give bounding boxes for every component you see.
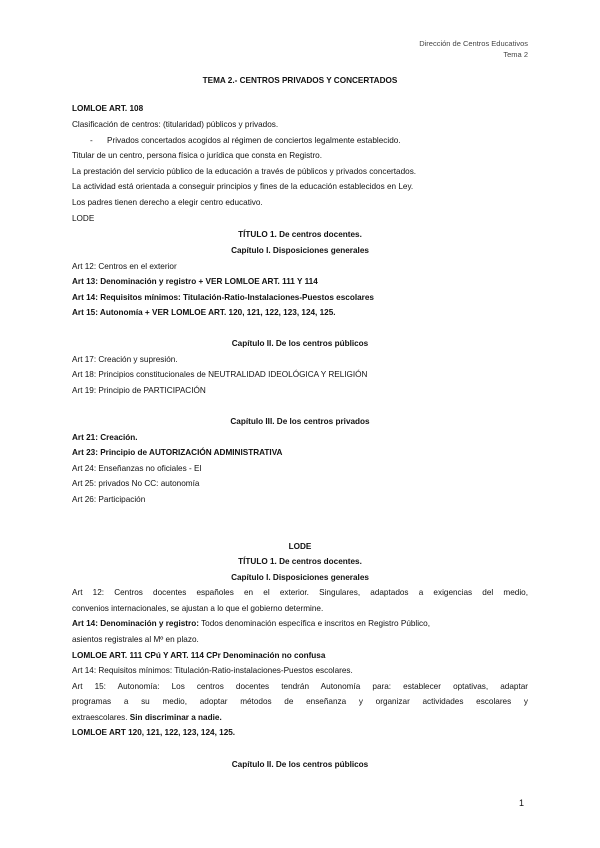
detail-lode-heading: LODE (288, 542, 312, 551)
detail-art13-text: Todos denominación específica e inscritos en Registro Público, (198, 619, 430, 628)
detail-art13-line (72, 618, 528, 629)
summary-article: Art 12: Centros en el exterior (72, 262, 177, 271)
detail-cap1-heading: Capítulo I. Disposiciones generales (231, 573, 369, 582)
detail-art15-text: extraescolares. (72, 713, 128, 722)
summary-article: Art 15: Autonomía + VER LOMLOE ART. 120, 121, 122, 123, 124, 125. (72, 308, 336, 317)
summary-article: Art 24: Enseñanzas no oficiales - EI (72, 464, 202, 473)
detail-titulo: TÍTULO 1. De centros docentes. (238, 557, 362, 566)
summary-article: Art 18: Principios constitucionales de NEUTRALIDAD IDEOLÓGICA Y RELIGIÓN (72, 370, 368, 379)
summary-article: Art 26: Participación (72, 495, 146, 504)
detail-art14: Art 14: Requisitos mínimos: Titulación-Ratio-instalaciones-Puestos escolares. (72, 666, 353, 675)
lomloe-108-bullet-line (72, 135, 546, 146)
page-number: 1 (518, 798, 524, 808)
summary-cap3-heading: Capítulo III. De los centros privados (230, 417, 370, 426)
lomloe-108-heading: LOMLOE ART. 108 (72, 104, 144, 113)
summary-titulo: TÍTULO 1. De centros docentes. (238, 230, 362, 239)
document-title: TEMA 2.- CENTROS PRIVADOS Y CONCERTADOS (202, 76, 398, 85)
summary-article: Art 19: Principio de PARTICIPACIÓN (72, 386, 206, 395)
lode-label: LODE (72, 214, 95, 223)
detail-art12-line: convenios internacionales, se ajustan a lo que el gobierno determine. (72, 604, 324, 613)
detail-art13-label: Art 14: Denominación y registro: (72, 619, 199, 628)
summary-cap1-heading: Capítulo I. Disposiciones generales (231, 246, 369, 255)
detail-art13-line: asientos registrales al Mº en plazo. (72, 635, 199, 644)
summary-article: Art 13: Denominación y registro + VER LOMLOE ART. 111 Y 114 (72, 277, 318, 286)
summary-article: Art 17: Creación y supresión. (72, 355, 178, 364)
detail-art15-bold: Sin discriminar a nadie. (127, 713, 222, 722)
lomloe-108-line: La actividad está orientada a conseguir principios y fines de la educación establecidos en Ley. (72, 182, 414, 191)
bullet-text: Privados concertados acogidos al régimen de conciertos legalmente establecido. (107, 136, 401, 145)
lomloe-108-line: Clasificación de centros: (titularidad) públicos y privados. (72, 120, 279, 129)
bullet-marker: - (90, 136, 93, 145)
running-header (419, 38, 528, 60)
summary-article: Art 25: privados No CC: autonomía (72, 479, 200, 488)
detail-lomloe-111: LOMLOE ART. 111 CPú Y ART. 114 CPr Denominación no confusa (72, 651, 326, 660)
detail-art15-line: Art 15: Autonomía: Los centros docentes tendrán Autonomía para: establecer optativas, adaptar (72, 682, 528, 691)
lomloe-108-line: Los padres tienen derecho a elegir centro educativo. (72, 198, 263, 207)
summary-article: Art 21: Creación. (72, 433, 138, 442)
header-line-1: Dirección de Centros Educativos (419, 39, 528, 48)
lomloe-108-line: La prestación del servicio público de la educación a través de públicos y privados concertados. (72, 167, 417, 176)
detail-lomloe-120: LOMLOE ART 120, 121, 122, 123, 124, 125. (72, 728, 236, 737)
header-line-2: Tema 2 (503, 50, 528, 59)
detail-cap2-heading: Capítulo II. De los centros públicos (231, 760, 369, 769)
summary-article: Art 23: Principio de AUTORIZACIÓN ADMINISTRATIVA (72, 448, 283, 457)
summary-article: Art 14: Requisitos mínimos: Titulación-Ratio-Instalaciones-Puestos escolares (72, 293, 374, 302)
summary-cap2-heading: Capítulo II. De los centros públicos (231, 339, 369, 348)
detail-art15-line: programas a su medio, adoptar métodos de enseñanza y organizar actividades escolares y (72, 697, 528, 706)
lomloe-108-line: Titular de un centro, persona física o jurídica que consta en Registro. (72, 151, 323, 160)
detail-art15-line (72, 712, 528, 723)
detail-art12-line: Art 12: Centros docentes españoles en el exterior. Singulares, adaptados a exigencias del medio, (72, 588, 528, 597)
